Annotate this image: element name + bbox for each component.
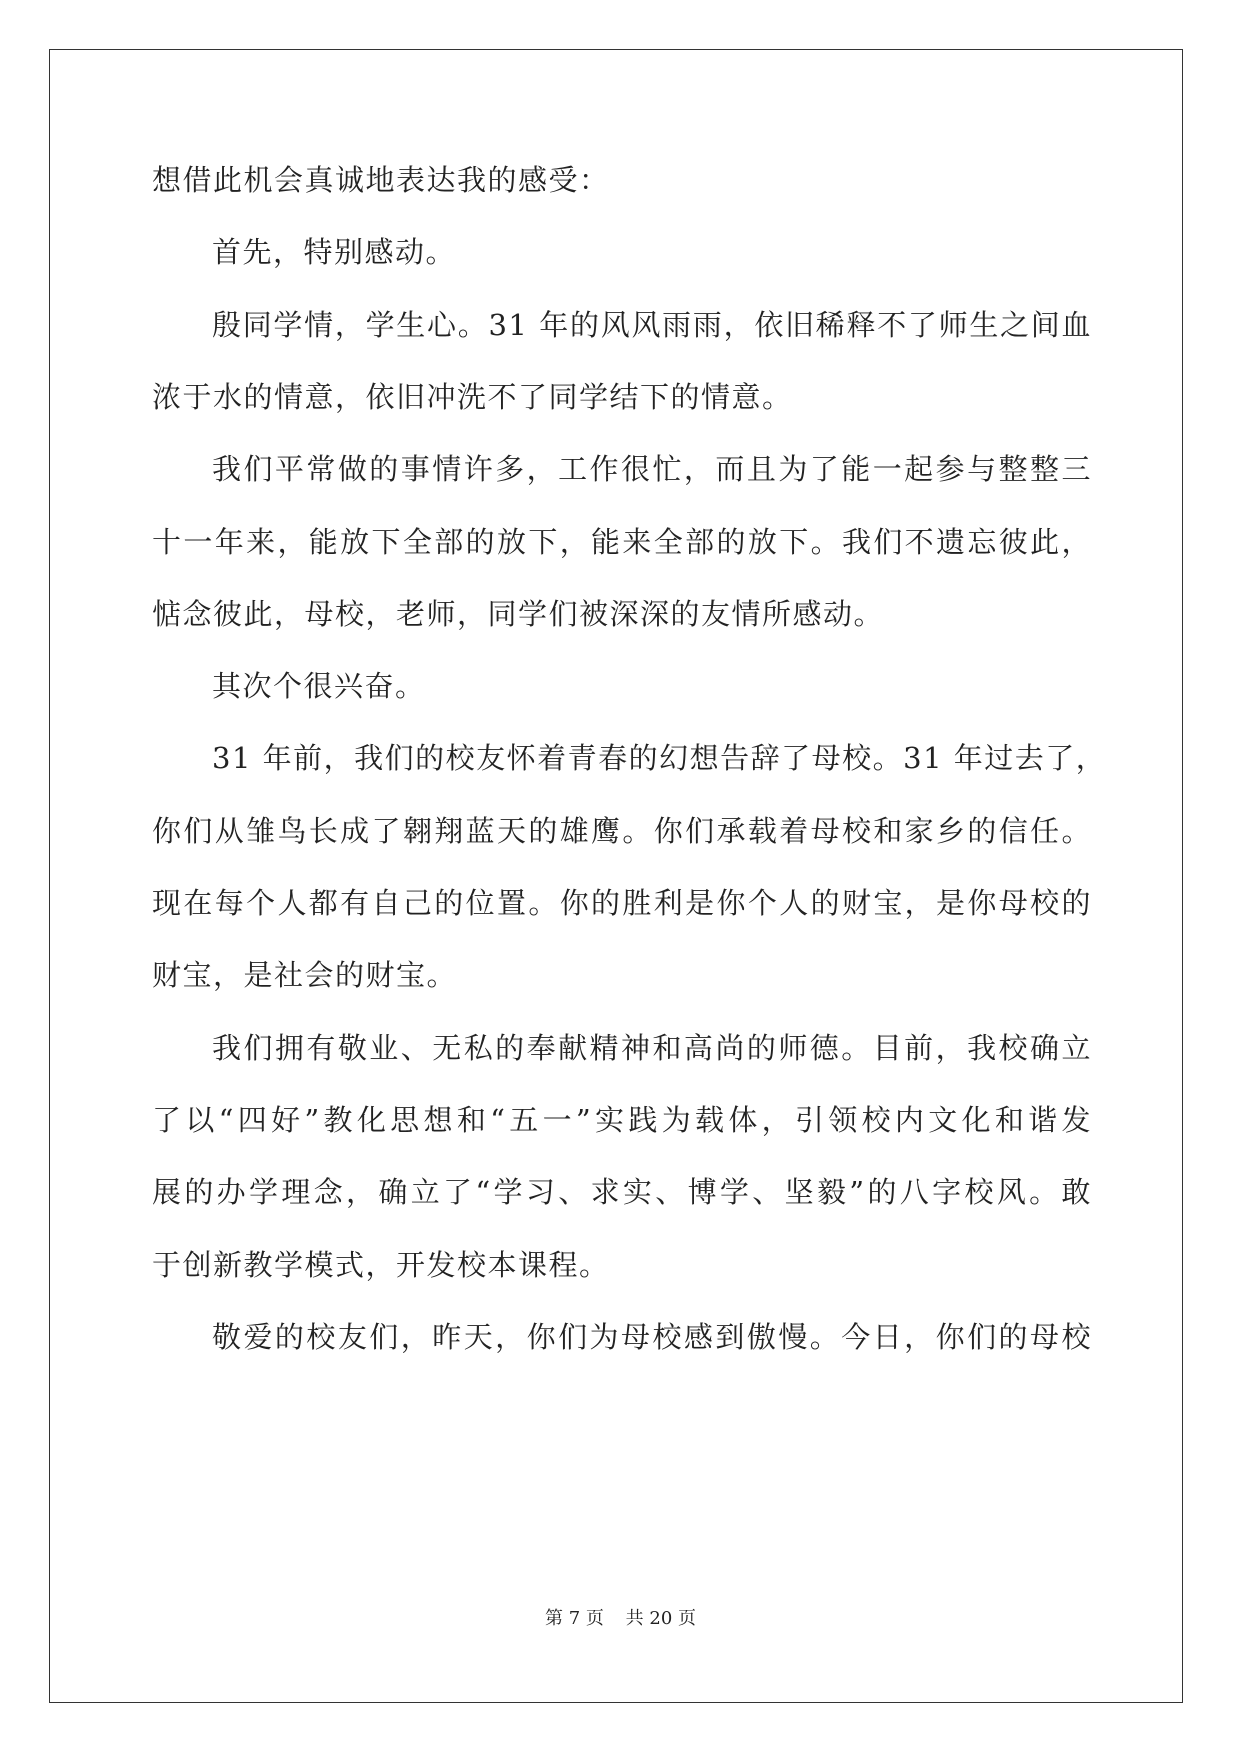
text-line: 了以“四好”教化思想和“五一”实践为载体，引领校内文化和谐发 bbox=[152, 1102, 1092, 1137]
text-line: 财宝，是社会的财宝。 bbox=[152, 958, 458, 993]
text-line: 我们拥有敬业、无私的奉献精神和高尚的师德。目前，我校确立 bbox=[212, 1030, 1092, 1065]
text-line: 殷同学情，学生心。31 年的风风雨雨，依旧稀释不了师生之间血 bbox=[212, 307, 1092, 342]
text-line: 展的办学理念，确立了“学习、求实、博学、坚毅”的八字校风。敢 bbox=[152, 1175, 1092, 1210]
text-line: 浓于水的情意，依旧冲洗不了同学结下的情意。 bbox=[152, 379, 793, 414]
text-line: 惦念彼此，母校，老师，同学们被深深的友情所感动。 bbox=[152, 596, 885, 631]
text-line: 十一年来，能放下全部的放下，能来全部的放下。我们不遗忘彼此， bbox=[152, 524, 1092, 559]
text-line: 我们平常做的事情许多，工作很忙，而且为了能一起参与整整三 bbox=[212, 452, 1092, 487]
text-line: 31 年前，我们的校友怀着青春的幻想告辞了母校。31 年过去了， bbox=[212, 741, 1107, 776]
text-line: 想借此机会真诚地表达我的感受： bbox=[152, 163, 610, 197]
text-line: 其次个很兴奋。 bbox=[212, 669, 426, 704]
page-border bbox=[49, 49, 1183, 1703]
page-total: 共 20 页 bbox=[625, 1608, 696, 1629]
text-line: 现在每个人都有自己的位置。你的胜利是你个人的财宝，是你母校的 bbox=[152, 886, 1092, 920]
text-line: 首先，特别感动。 bbox=[212, 235, 457, 270]
text-line: 你们从雏鸟长成了翱翔蓝天的雄鹰。你们承载着母校和家乡的信任。 bbox=[152, 813, 1092, 848]
page-footer bbox=[0, 1604, 1241, 1630]
text-line: 于创新教学模式，开发校本课程。 bbox=[152, 1247, 610, 1282]
page-number: 第 7 页 bbox=[545, 1608, 604, 1629]
text-line: 敬爱的校友们，昨天，你们为母校感到傲慢。今日，你们的母校 bbox=[212, 1319, 1092, 1354]
